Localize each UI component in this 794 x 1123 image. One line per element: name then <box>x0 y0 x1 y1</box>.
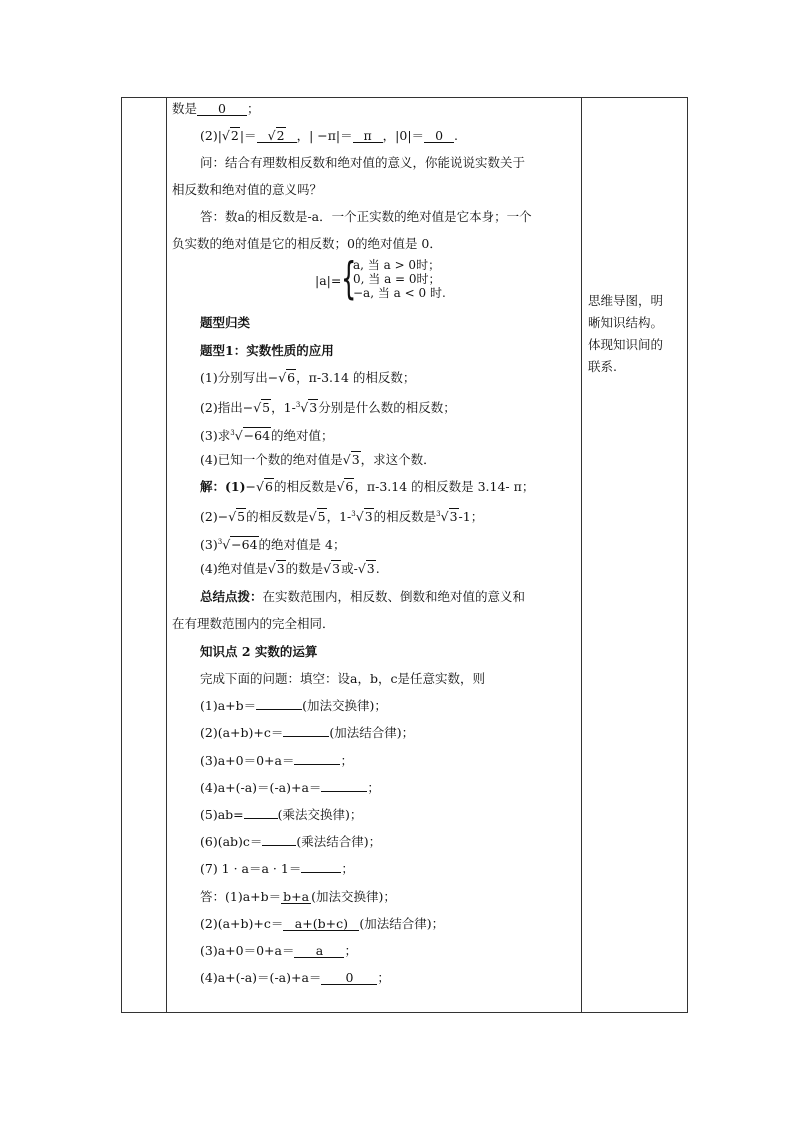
exercise-1: (1)a+b＝ (加法交换律)； <box>200 698 387 713</box>
exercise-4: (4)a+(-a)＝(-a)+a＝ ； <box>200 780 380 795</box>
problem-3: (3)求$^3$√−64的绝对值； <box>200 428 334 444</box>
exercise-6: (6)(ab)c＝ (乘法结合律)； <box>200 834 382 849</box>
piecewise-abs-definition: |a|= { a, 当 a > 0时； 0, 当 a = 0时； −a, 当 a < 0 时. <box>315 253 446 304</box>
question-line-1: 问：结合有理数相反数和绝对值的意义，你能说说实数关于 <box>200 155 526 170</box>
exercise-2: (2)(a+b)+c＝ (加法结合律)； <box>200 725 415 740</box>
answer-2: (2)(a+b)+c＝ a+(b+c) (加法结合律)； <box>200 916 445 931</box>
answer-1: 答：(1)a+b＝ b+a (加法交换律)； <box>200 889 396 904</box>
summary-line-2: 在有理数范围内的完全相同． <box>172 616 335 631</box>
heading-knowledge-2: 知识点 2 实数的运算 <box>200 644 318 659</box>
answer-line-2: 负实数的绝对值是它的相反数；0的绝对值是 0． <box>172 236 442 251</box>
question-line-2: 相反数和绝对值的意义吗？ <box>172 182 323 197</box>
heading-type-1: 题型1：实数性质的应用 <box>200 343 334 358</box>
line-zero-opposite: 数是 0 ； <box>172 101 260 116</box>
summary-line-1: 总结点拨：在实数范围内，相反数、倒数和绝对值的意义和 <box>200 589 526 604</box>
exercise-5: (5)ab= (乘法交换律)； <box>200 807 363 822</box>
heading-types: 题型归类 <box>200 315 251 330</box>
problem-4: (4)已知一个数的绝对值是√3，求这个数． <box>200 452 436 467</box>
exercise-3: (3)a+0＝0+a＝ ； <box>200 753 353 768</box>
problem-1: (1)分别写出−√6，π-3.14 的相反数； <box>200 370 416 385</box>
fill-intro: 完成下面的问题：填空：设a，b，c是任意实数，则 <box>200 671 485 686</box>
column-divider-left <box>166 98 167 1012</box>
solution-1: 解：(1)−√6的相反数是√6，π-3.14 的相反数是 3.14- π； <box>200 479 535 494</box>
answer-line-1: 答：数a的相反数是-a．一个正实数的绝对值是它本身；一个 <box>200 209 532 224</box>
problem-2: (2)指出−√5，1-$^3$√3分别是什么数的相反数； <box>200 400 456 416</box>
solution-4: (4)绝对值是√3的数是√3或-√3. <box>200 561 380 576</box>
solution-3: $(3)^3√-64$的绝对值是 4； <box>200 537 346 553</box>
column-divider-right <box>581 98 582 1012</box>
answer-4: (4)a+(-a)＝(-a)+a＝ 0 ； <box>200 970 390 985</box>
solution-2: (2)−√5的相反数是√5，1-$^3$√3的相反数是$^3$√3-1； <box>200 509 484 525</box>
side-note: 思维导图，明 晰知识结构。 体现知识间的 联系. <box>588 293 664 374</box>
exercise-7: (7) 1 · a＝a · 1＝ ； <box>200 861 354 876</box>
answer-3: (3)a+0＝0+a＝ a ； <box>200 943 357 958</box>
line-abs-examples: (2)|√2|＝ √2 ，| −π|＝ π ，|0|＝ 0 . <box>200 128 459 143</box>
